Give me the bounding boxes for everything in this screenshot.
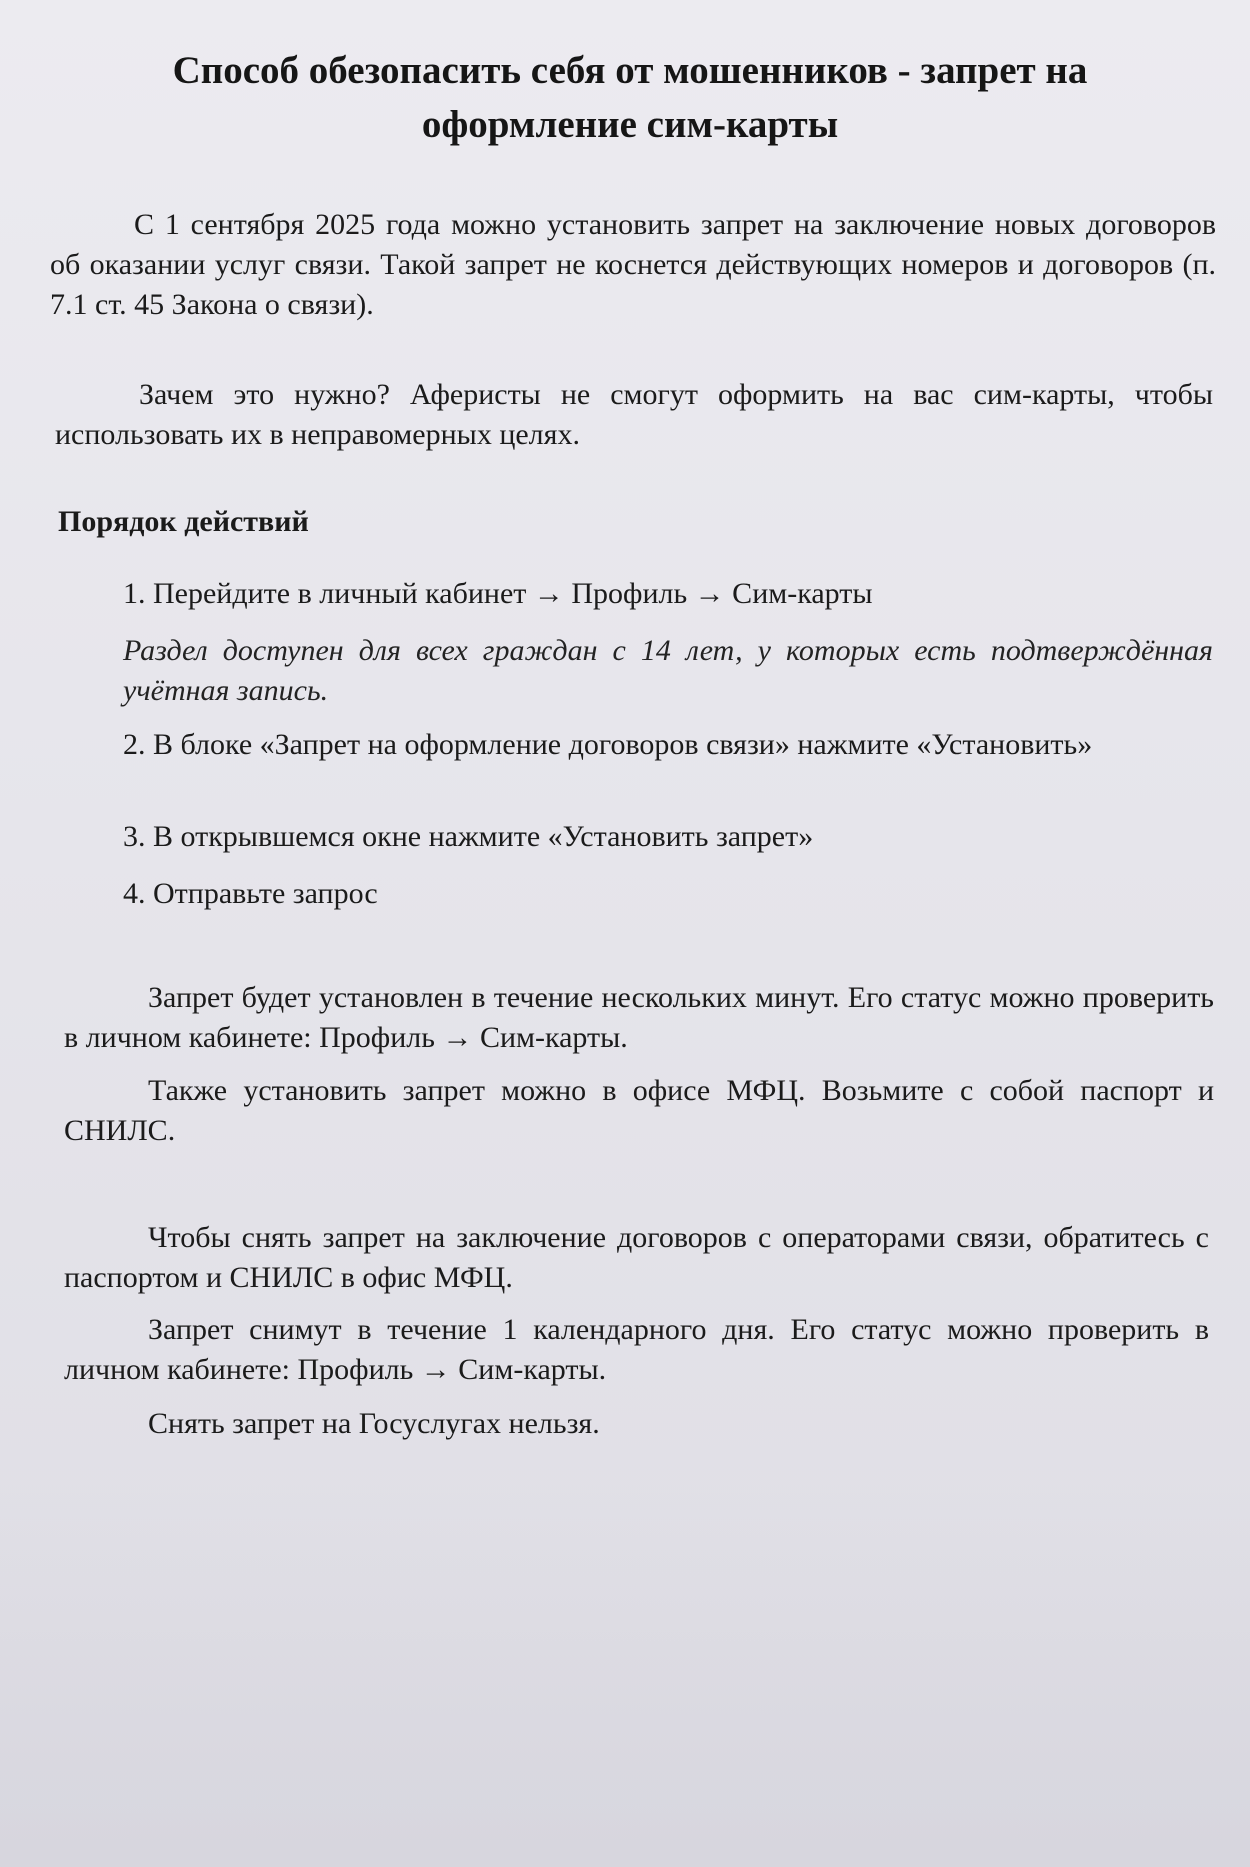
procedure-note: Раздел доступен для всех граждан с 14 лет, у которых есть подтверждённая учётная запись. bbox=[123, 634, 1213, 707]
procedure-step-4: 4. Отправьте запрос bbox=[123, 877, 378, 910]
procedure-step-1: 1. Перейдите в личный кабинет → Профиль → Сим-карты bbox=[123, 577, 873, 610]
why-paragraph: Зачем это нужно? Аферисты не смогут оформить на вас сим-карты, чтобы использовать их в неправомерных целях. bbox=[55, 378, 1213, 451]
gosuslugi-paragraph: Снять запрет на Госуслугах нельзя. bbox=[148, 1407, 600, 1440]
intro-paragraph: С 1 сентября 2025 года можно установить запрет на заключение новых договоров об оказании услуг связи. Такой запрет не коснется действующих номеров и договоров (п. 7.1 ст. 45 Закона о связи). bbox=[50, 208, 1216, 321]
procedure-step-3: 3. В открывшемся окне нажмите «Установить запрет» bbox=[123, 820, 814, 853]
page-shadow bbox=[0, 1480, 1250, 1867]
removal-timing-paragraph: Запрет снимут в течение 1 календарного дня. Его статус можно проверить в личном кабинете: Профиль → Сим-карты. bbox=[64, 1313, 1209, 1386]
office-paragraph: Также установить запрет можно в офисе МФЦ. Возьмите с собой паспорт и СНИЛС. bbox=[64, 1074, 1214, 1147]
document-title: Способ обезопасить себя от мошенников - запрет на оформление сим-карты bbox=[172, 49, 1088, 146]
procedure-heading: Порядок действий bbox=[58, 505, 309, 538]
status-paragraph: Запрет будет установлен в течение нескольких минут. Его статус можно проверить в личном кабинете: Профиль → Сим-карты. bbox=[64, 981, 1214, 1054]
removal-paragraph: Чтобы снять запрет на заключение договоров с операторами связи, обратитесь с паспортом и СНИЛС в офис МФЦ. bbox=[64, 1221, 1209, 1294]
procedure-step-2: 2. В блоке «Запрет на оформление договоров связи» нажмите «Установить» bbox=[123, 728, 1093, 761]
